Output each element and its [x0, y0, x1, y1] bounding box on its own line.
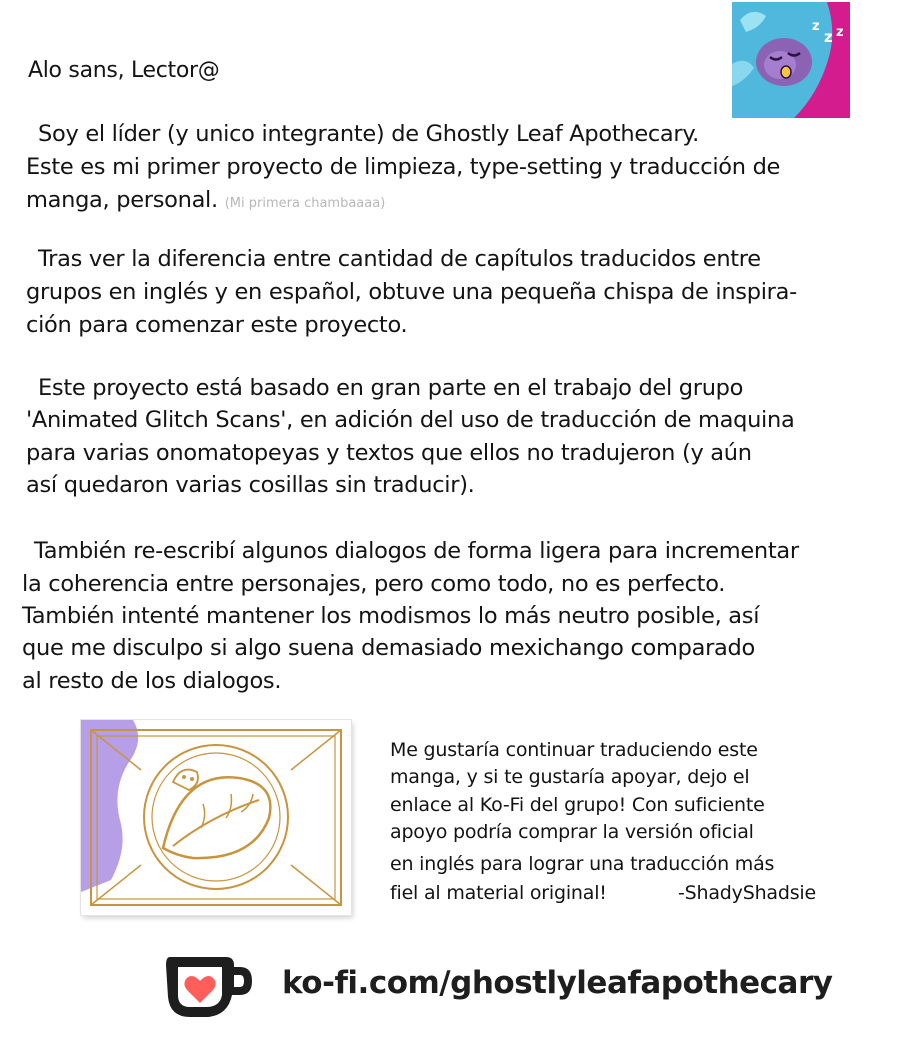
paragraph-2-line-1: Tras ver la diferencia entre cantidad de capítulos traducidos entre — [38, 246, 761, 272]
paragraph-1-line-3-text: manga, personal. — [26, 187, 218, 213]
signature: -ShadyShadsie — [678, 882, 816, 904]
paragraph-1-line-1: Soy el líder (y unico integrante) de Ghostly Leaf Apothecary. — [38, 121, 700, 147]
paragraph-1-line-3 — [26, 187, 385, 213]
support-note-line-2: manga, y si te gustaría apoyar, dejo el — [390, 766, 750, 788]
paragraph-2-line-2: grupos en inglés y en español, obtuve una pequeña chispa de inspira- — [26, 279, 797, 305]
kofi-cup-heart-icon[interactable] — [160, 949, 256, 1025]
paragraph-4-line-3: También intenté mantener los modismos lo más neutro posible, así — [22, 603, 760, 629]
support-note-line-4: apoyo podría comprar la versión oficial — [390, 821, 754, 843]
aside-note: (Mi primera chambaaaa) — [224, 196, 386, 211]
paragraph-3-line-3: para varias onomatopeyas y textos que ellos no tradujeron (y aún — [26, 440, 752, 466]
paragraph-3-line-2: 'Animated Glitch Scans', en adición del uso de traducción de maquina — [26, 407, 795, 433]
paragraph-3-line-4: así quedaron varias cosillas sin traducir). — [26, 472, 475, 498]
paragraph-3-line-1: Este proyecto está basado en gran parte en el trabajo del grupo — [38, 375, 744, 401]
paragraph-4-line-1: También re-escribí algunos dialogos de forma ligera para incrementar — [34, 538, 799, 564]
support-note-line-3: enlace al Ko-Fi del grupo! Con suficiente — [390, 794, 765, 816]
svg-text:z: z — [824, 28, 833, 46]
support-note-line-1: Me gustaría continuar traduciendo este — [390, 739, 758, 761]
ghostly-leaf-seal-icon — [81, 720, 351, 915]
sleeping-character-icon — [732, 2, 850, 118]
support-note-line-6: fiel al material original! — [390, 882, 607, 904]
greeting: Alo sans, Lector@ — [28, 58, 220, 83]
kofi-url-link[interactable]: ko-fi.com/ghostlyleafapothecary — [282, 965, 833, 1001]
svg-text:z: z — [812, 19, 820, 34]
paragraph-4-line-2: la coherencia entre personajes, pero como todo, no es perfecto. — [22, 571, 726, 597]
paragraph-2-line-3: ción para comenzar este proyecto. — [26, 312, 408, 338]
svg-text:z: z — [836, 25, 844, 40]
support-note-line-5: en inglés para lograr una traducción más — [390, 853, 775, 875]
paragraph-1-line-2: Este es mi primer proyecto de limpieza, type-setting y traducción de — [26, 154, 781, 180]
paragraph-4-line-4: que me disculpo si algo suena demasiado mexichango comparado — [22, 635, 755, 661]
paragraph-4-line-5: al resto de los dialogos. — [22, 668, 282, 694]
